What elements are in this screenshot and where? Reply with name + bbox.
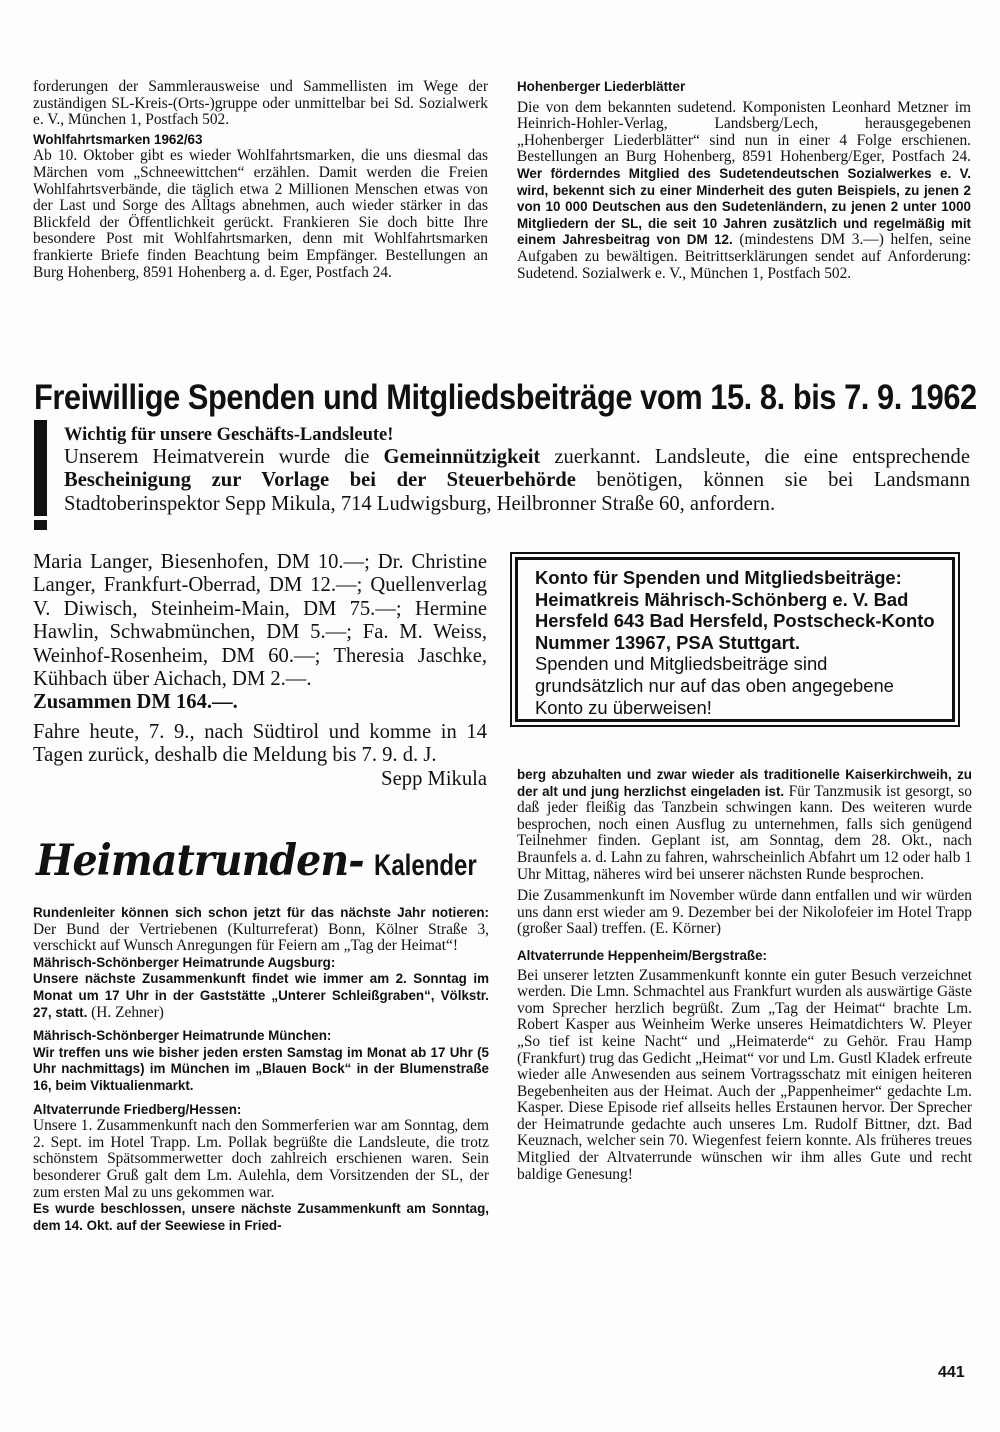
bottom-right-column (517, 767, 972, 1183)
augsburg-paragraph (33, 971, 489, 1021)
page-title: Freiwillige Spenden und Mitgliedsbeiträge vom 15. 8. bis 7. 9. 1962 (34, 378, 977, 417)
tax-notice-heading: Wichtig für unsere Geschäfts-Landsleute! (64, 425, 394, 445)
liederblaetter-heading: Hohenberger Liederblätter (517, 79, 686, 94)
tax-notice-text-3: benötigen, können sie bei Landsmann Stadtoberinspektor Sepp Mikula, 714 Ludwigsburg, Heilbronner Straße 60, anfordern. (64, 469, 970, 515)
top-left-column (33, 79, 488, 281)
kalender-title-script: Heimatrunden- (36, 836, 364, 886)
donations-note (33, 720, 487, 790)
sammler-intro-text: forderungen der Sammlerausweise und Sammellisten im Wege der zuständigen SL-Kreis-(Orts-)gruppe oder unmittelbar bei Sd. Sozialwerk e. V., München 1, Postfach 502. (33, 78, 488, 129)
donations-note-text: Fahre heute, 7. 9., nach Südtirol und komme in 14 Tagen zurück, deshalb die Meldung bis 7. 9. d. J. (33, 720, 487, 767)
friedberg-bold: Es wurde beschlossen, unsere nächste Zusammenkunft am Sonntag, dem 14. Okt. auf der Seewiese in Fried- (33, 1201, 489, 1233)
augsburg-signature: (H. Zehner) (87, 1003, 164, 1021)
donations-total: Zusammen DM 164.—. (33, 691, 238, 714)
muenchen-bold: Wir treffen uns wie bisher jeden ersten Samstag im Monat ab 17 Uhr (5 Uhr nachmittags) im München im „Blauen Bock“ in der Blumenstraße 16, beim Viktualienmarkt. (33, 1044, 489, 1093)
augsburg-bold: Unsere nächste Zusammenkunft findet wie immer am 2. Sonntag im Monat um 17 Uhr in der Gaststätte „Unterer Schleißgraben“, Völkstr. 27, statt. (33, 971, 489, 1020)
notice-bar (34, 420, 47, 530)
wohlfahrtsmarken-heading: Wohlfahrtsmarken 1962/63 (33, 131, 203, 147)
rundenleiter-bold: Rundenleiter können sich schon jetzt für das nächste Jahr notieren: (33, 905, 489, 920)
account-box-text: Spenden und Mitgliedsbeiträge sind grundsätzlich nur auf das oben angegebene Konto zu überweisen! (535, 653, 894, 718)
november-paragraph: Die Zusammenkunft im November würde dann entfallen und wir würden uns dann erst wieder am 9. Dezember bei der Nikolofeier im Hotel Trapp (großer Saal) treffen. (E. Körner) (517, 887, 972, 938)
tax-notice (64, 424, 970, 516)
heppenheim-heading: Altvaterrunde Heppenheim/Bergstraße: (517, 947, 768, 963)
liederblaetter-body (517, 100, 971, 283)
augsburg-heading: Mährisch-Schönberger Heimatrunde Augsburg: (33, 954, 336, 970)
tax-notice-bold-2: Bescheinigung zur Vorlage bei der Steuerbehörde (64, 469, 576, 492)
page-number: 441 (938, 1364, 965, 1381)
tax-notice-body (64, 446, 970, 516)
rundenleiter-paragraph (33, 905, 489, 955)
friedberg-continuation (517, 767, 972, 883)
account-box-bold: Konto für Spenden und Mitgliedsbeiträge: Heimatkreis Mährisch-Schönberg e. V. Bad Hersfeld 643 Bad Hersfeld, Postscheck-Konto Nummer 13967, PSA Stuttgart. (535, 567, 935, 653)
donations-signature: Sepp Mikula (381, 767, 487, 790)
friedberg-text: Unsere 1. Zusammenkunft nach den Sommerferien war am Sonntag, dem 2. Sept. im Hotel Trapp. Lm. Pollak begrüßte die Landsleute, die trotz schönstem Spätsommerwetter doch zahlreich erschienen waren. Sein besonderer Gruß galt dem Lm. Aulehla, dem Vorsitzenden der SL, der zum ersten Mal zu uns gekommen war. (33, 1117, 489, 1201)
tax-notice-text-1: Unserem Heimatverein wurde die (64, 446, 384, 468)
wohlfahrtsmarken-body: Ab 10. Oktober gibt es wieder Wohlfahrtsmarken, die uns diesmal das Märchen vom „Schneewittchen“ erzählen. Damit werden die Freien Wohlfahrtsverbände, die täglich etwa 2 Millionen Menschen etwas von der Last und Sorge des Alltags abnehmen, auch wieder stärker in das Blickfeld der Öffentlichkeit gerückt. Frankieren Sie doch bitte Ihre besondere Post mit Wohlfahrtsmarken, denn mit Wohlfahrtsmarken frankierte Briefe finden Beachtung beim Empfänger. Bestellungen an Burg Hohenberg, 8591 Hohenberg a. d. Eger, Postfach 24. (33, 147, 488, 281)
account-box (515, 557, 955, 722)
tax-notice-bold-1: Gemeinnützigkeit (383, 446, 541, 468)
bottom-left-column (33, 905, 489, 1234)
friedberg-continuation-bold: berg abzuhalten und zwar wieder als traditionelle Kaiserkirchweih, zu der alt und jung herzlichst eingeladen ist. (517, 767, 972, 799)
donor-list: Maria Langer, Biesenhofen, DM 10.—; Dr. Christine Langer, Frankfurt-Oberrad, DM 12.—; Quellenverlag V. Diwisch, Steinheim-Main, DM 75.—; Hermine Hawlin, Schwabmünchen, DM 5.—; Fa. M. Weiss, Weinhof-Rosenheim, DM 60.—; Theresia Jaschke, Kühbach über Aichach, DM 2.—. (33, 551, 487, 691)
liederblaetter-text: Die von dem bekannten sudetend. Komponisten Leonhard Metzner im Heinrich-Hohler-Verlag, Landsberg/Lech, herausgegebenen „Hohenberger Liederblätter“ sind nun in einer 4 Folge erschienen. Bestellungen an Burg Hohenberg, 8591 Hohenberg/Eger, Postfach 24. (517, 98, 971, 166)
top-right-column (517, 79, 971, 282)
kalender-title-sans: Kalender (374, 849, 477, 882)
sozialwerk-bold-text: Wer förderndes Mitglied des Sudetendeutschen Sozialwerkes e. V. wird, bekennt sich zu einer Minderheit des guten Beispiels, zu jenen 2 von 10 000 Deutschen aus den Sudetenländern, zu jenen 2 unter 1000 Mitgliedern der SL, die seit 10 Jahren zusätzlich und regelmäßig mit einem Jahresbeitrag von DM 12. (517, 165, 971, 248)
heppenheim-paragraph: Bei unserer letzten Zusammenkunft konnte ein guter Besuch verzeichnet werden. Die Lmn. Schmachtel aus Frankfurt wurden als auswärtige Gäste vom Sprecher herzlich begrüßt. Zum „Tag der Heimat“ brachte Lm. Robert Kasper aus Weinheim Werke unseres Heimatdichters W. Pleyer „So tief ist keine Nacht“ und „Heimaterde“ zu Gehör. Frau Hamp (Frankfurt) trug das Gedicht „Heimat“ vor und Lm. Gustl Kladek erfreute wieder alle Anwesenden aus seinem Vortragsschatz mit einigen heiteren Begebenheiten aus der Heimat. Auch der „Pappenheimer“ gedachte Lm. Kasper. Diese Episode rief allseits helles Erstaunen hervor. Der Sprecher der Heimatrunde gedachte auch unseres Lm. Rudolf Bittner, dzt. Bad Keuznach, welcher sein 70. Wiegenfest feiern konnte. Als früheres treues Mitglied der Altvaterrunde wünschen wir ihm alles Gute und recht baldige Genesung! (517, 966, 972, 1183)
friedberg-continuation-text: Für Tanzmusik ist gesorgt, so daß jeder fleißig das Tanzbein schwingen kann. Des weiteren wurde besprochen, noch einen Ausflug zu unternehmen, falls sich genügend Teilnehmer finden. Geplant ist, am Sonntag, dem 28. Okt., nach Braunfels a. d. Lahn zu fahren, wahrscheinlich Abfahrt um 12 oder halb 1 Uhr Mittag, näheres wird bei unserer nächsten Runde besprochen. (517, 782, 972, 883)
muenchen-heading: Mährisch-Schönberger Heimatrunde München: (33, 1028, 332, 1044)
tax-notice-text-2: zuerkannt. Landsleute, die eine entsprechende (540, 446, 970, 468)
donations-list (33, 551, 487, 791)
sozialwerk-tail-text: (mindestens DM 3.—) helfen, seine Aufgaben zu bewältigen. Beitrittserklärungen sendet auf Anforderung: Sudetend. Sozialwerk e. V., München 1, Postfach 502. (517, 231, 971, 282)
friedberg-heading: Altvaterrunde Friedberg/Hessen: (33, 1101, 242, 1117)
heimatrunden-kalender-title (36, 836, 503, 886)
rundenleiter-text: Der Bund der Vertriebenen (Kulturreferat) Bonn, Kölner Straße 3, verschickt auf Wunsch Anregungen für Feiern am „Tag der Heimat“! (33, 920, 489, 955)
